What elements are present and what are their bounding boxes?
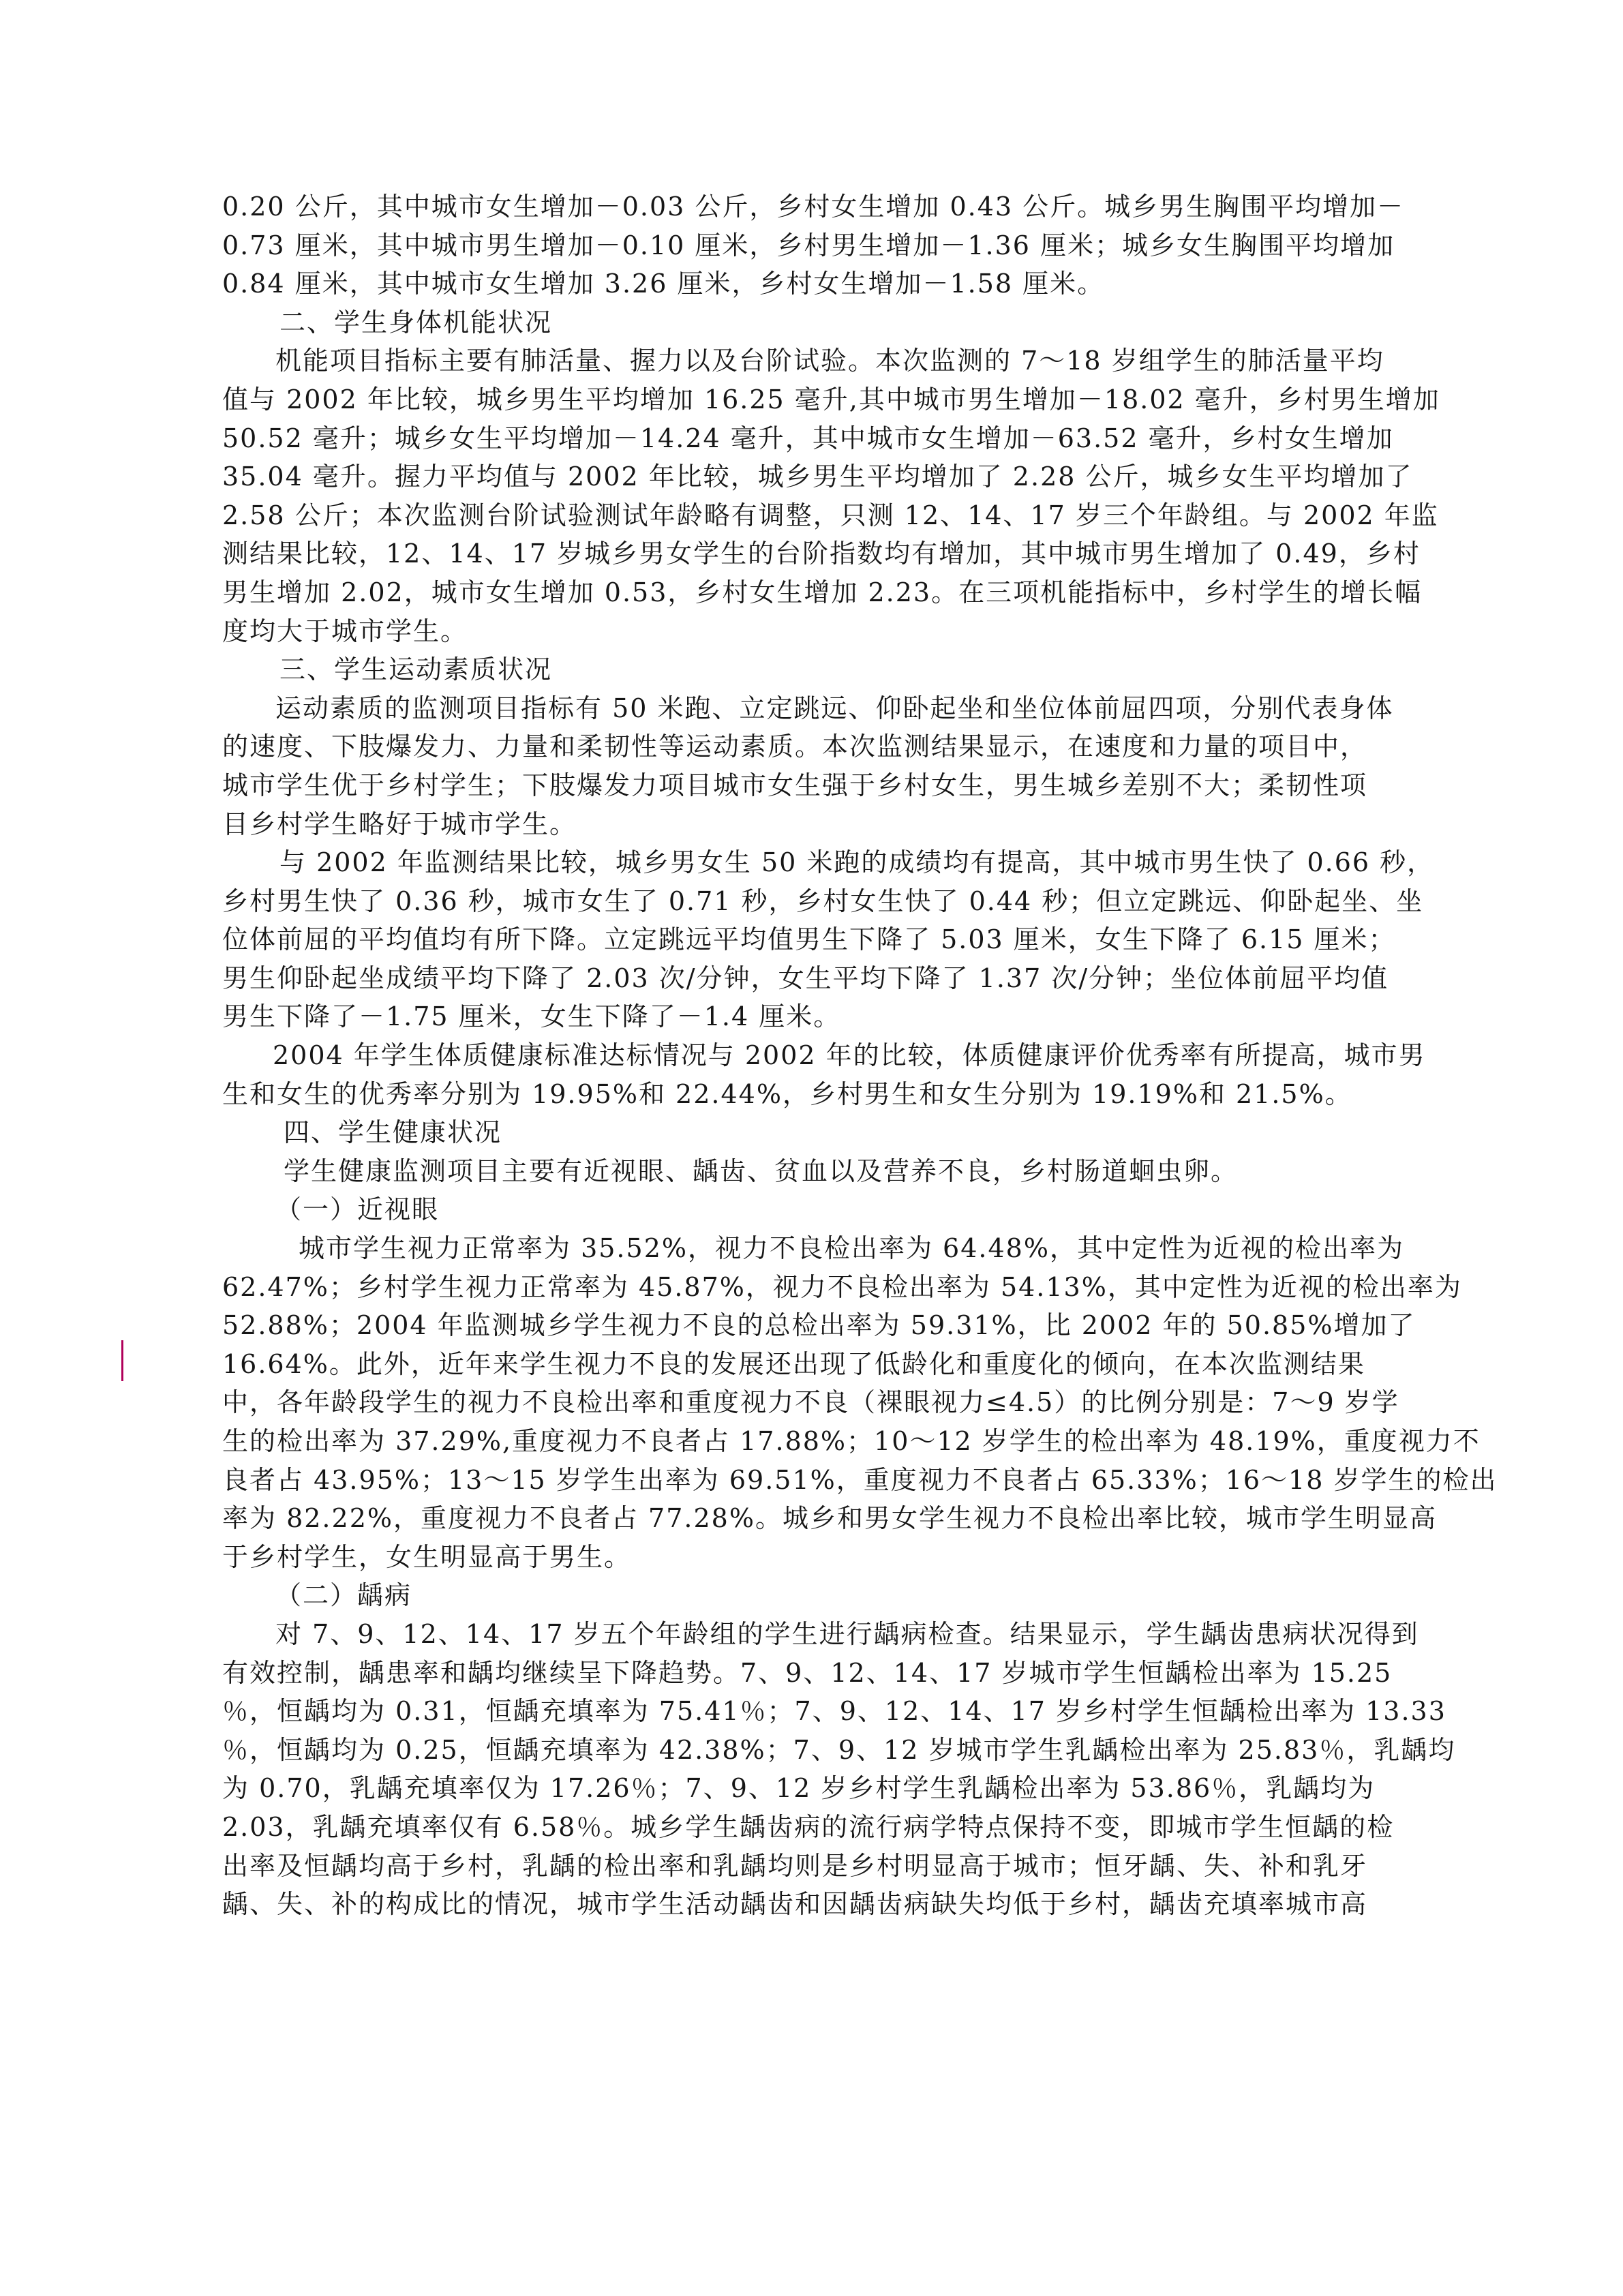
text-line: 的速度、下肢爆发力、力量和柔韧性等运动素质。本次监测结果显示，在速度和力量的项目中， [222, 731, 1368, 762]
section-heading: 三、学生运动素质状况 [279, 654, 553, 685]
document-body [222, 187, 1498, 1924]
text-line: 有效控制，龋患率和龋均继续呈下降趋势。7、9、12、14、17 岁城市学生恒龋检出率为 15.25 [222, 1657, 1393, 1688]
revision-marker [121, 1340, 123, 1381]
text-line: 城市学生优于乡村学生；下肢爆发力项目城市女生强于乡村女生，男生城乡差别不大；柔韧性项 [222, 770, 1368, 800]
text-line: 目乡村学生略好于城市学生。 [222, 809, 577, 839]
text-line: ％，恒龋均为 0.31，恒龋充填率为 75.41％；7、9、12、14、17 岁乡村学生恒龋检出率为 13.33 [222, 1696, 1446, 1727]
text-line: 机能项目指标主要有肺活量、握力以及台阶试验。本次监测的 7～18 岁组学生的肺活量平均 [275, 346, 1384, 376]
text-line: 16.64%。此外，近年来学生视力不良的发展还出现了低龄化和重度化的倾向，在本次监测结果 [222, 1348, 1365, 1379]
text-line: 对 7、9、12、14、17 岁五个年龄组的学生进行龋病检查。结果显示，学生龋齿患病状况得到 [275, 1618, 1419, 1649]
text-line: 度均大于城市学生。 [222, 616, 468, 646]
text-line: 50.52 毫升；城乡女生平均增加－14.24 毫升，其中城市女生增加－63.52 毫升，乡村女生增加 [222, 423, 1394, 453]
text-line: 位体前屈的平均值均有所下降。立定跳远平均值男生下降了 5.03 厘米，女生下降了 6.15 厘米； [222, 924, 1396, 955]
text-line: 值与 2002 年比较，城乡男生平均增加 16.25 毫升,其中城市男生增加－18.02 毫升，乡村男生增加 [222, 384, 1440, 414]
text-line: 城市学生视力正常率为 35.52%，视力不良检出率为 64.48%，其中定性为近视的检出率为 [299, 1233, 1404, 1264]
text-line: 男生下降了－1.75 厘米，女生下降了－1.4 厘米。 [222, 1001, 841, 1032]
text-line: 52.88%；2004 年监测城乡学生视力不良的总检出率为 59.31%，比 2002 年的 50.85%增加了 [222, 1310, 1416, 1341]
text-line: 35.04 毫升。握力平均值与 2002 年比较，城乡男生平均增加了 2.28 公斤，城乡女生平均增加了 [222, 462, 1413, 492]
text-line: 率为 82.22%，重度视力不良者占 77.28%。城乡和男女学生视力不良检出率比较，城市学生明显高 [222, 1503, 1437, 1534]
text-line: 2.03，乳龋充填率仅有 6.58％。城乡学生龋齿病的流行病学特点保持不变，即城市学生恒龋的检 [222, 1811, 1395, 1842]
text-line: 于乡村学生，女生明显高于男生。 [222, 1541, 632, 1572]
text-line: 学生健康监测项目主要有近视眼、龋齿、贫血以及营养不良，乡村肠道蛔虫卵。 [284, 1155, 1239, 1186]
text-line: 与 2002 年监测结果比较，城乡男女生 50 米跑的成绩均有提高，其中城市男生快了 0.66 秒， [279, 847, 1435, 878]
text-line: 生的检出率为 37.29%,重度视力不良者占 17.88%；10～12 岁学生的检出率为 48.19%，重度视力不 [222, 1426, 1481, 1456]
text-line: ％，恒龋均为 0.25，恒龋充填率为 42.38%；7、9、12 岁城市学生乳龋检出率为 25.83％，乳龋均 [222, 1734, 1456, 1765]
text-line: 龋、失、补的构成比的情况，城市学生活动龋齿和因龋齿病缺失均低于乡村，龋齿充填率城市高 [222, 1889, 1368, 1920]
text-line: 0.73 厘米，其中城市男生增加－0.10 厘米，乡村男生增加－1.36 厘米；城乡女生胸围平均增加 [222, 230, 1395, 260]
text-line: 0.84 厘米，其中城市女生增加 3.26 厘米，乡村女生增加－1.58 厘米。 [222, 269, 1105, 299]
text-line: 男生仰卧起坐成绩平均下降了 2.03 次/分钟，女生平均下降了 1.37 次/分钟；坐位体前屈平均值 [222, 963, 1389, 993]
subsection-heading: （一）近视眼 [275, 1194, 440, 1225]
text-line: 中，各年龄段学生的视力不良检出率和重度视力不良（裸眼视力≤4.5）的比例分别是：7～9 岁学 [222, 1387, 1399, 1418]
text-line: 乡村男生快了 0.36 秒，城市女生了 0.71 秒，乡村女生快了 0.44 秒；但立定跳远、仰卧起坐、坐 [222, 886, 1424, 916]
text-line: 测结果比较，12、14、17 岁城乡男女学生的台阶指数均有增加，其中城市男生增加了 0.49，乡村 [222, 539, 1421, 569]
text-line: 运动素质的监测项目指标有 50 米跑、立定跳远、仰卧起坐和坐位体前屈四项，分别代表身体 [275, 693, 1394, 723]
text-line: 生和女生的优秀率分别为 19.95%和 22.44%，乡村男生和女生分别为 19.19%和 21.5%。 [222, 1078, 1352, 1109]
text-line: 2.58 公斤；本次监测台阶试验测试年龄略有调整，只测 12、14、17 岁三个年龄组。与 2002 年监 [222, 500, 1439, 530]
text-line: 出率及恒龋均高于乡村，乳龋的检出率和乳龋均则是乡村明显高于城市；恒牙龋、失、补和乳牙 [222, 1850, 1368, 1881]
section-heading: 二、学生身体机能状况 [279, 307, 553, 337]
text-line: 男生增加 2.02，城市女生增加 0.53，乡村女生增加 2.23。在三项机能指标中，乡村学生的增长幅 [222, 577, 1423, 607]
subsection-heading: （二）龋病 [275, 1580, 412, 1611]
text-line: 0.20 公斤，其中城市女生增加－0.03 公斤，乡村女生增加 0.43 公斤。城乡男生胸围平均增加－ [222, 192, 1405, 222]
text-line: 良者占 43.95%；13～15 岁学生出率为 69.51%，重度视力不良者占 65.33%；16～18 岁学生的检出 [222, 1464, 1498, 1495]
section-heading: 四、学生健康状况 [284, 1117, 502, 1148]
text-line: 为 0.70，乳龋充填率仅为 17.26％；7、9、12 岁乡村学生乳龋检出率为 53.86％，乳龋均为 [222, 1773, 1376, 1804]
text-line: 2004 年学生体质健康标准达标情况与 2002 年的比较，体质健康评价优秀率有所提高，城市男 [273, 1040, 1426, 1071]
text-line: 62.47%；乡村学生视力正常率为 45.87%，视力不良检出率为 54.13%，其中定性为近视的检出率为 [222, 1271, 1462, 1302]
